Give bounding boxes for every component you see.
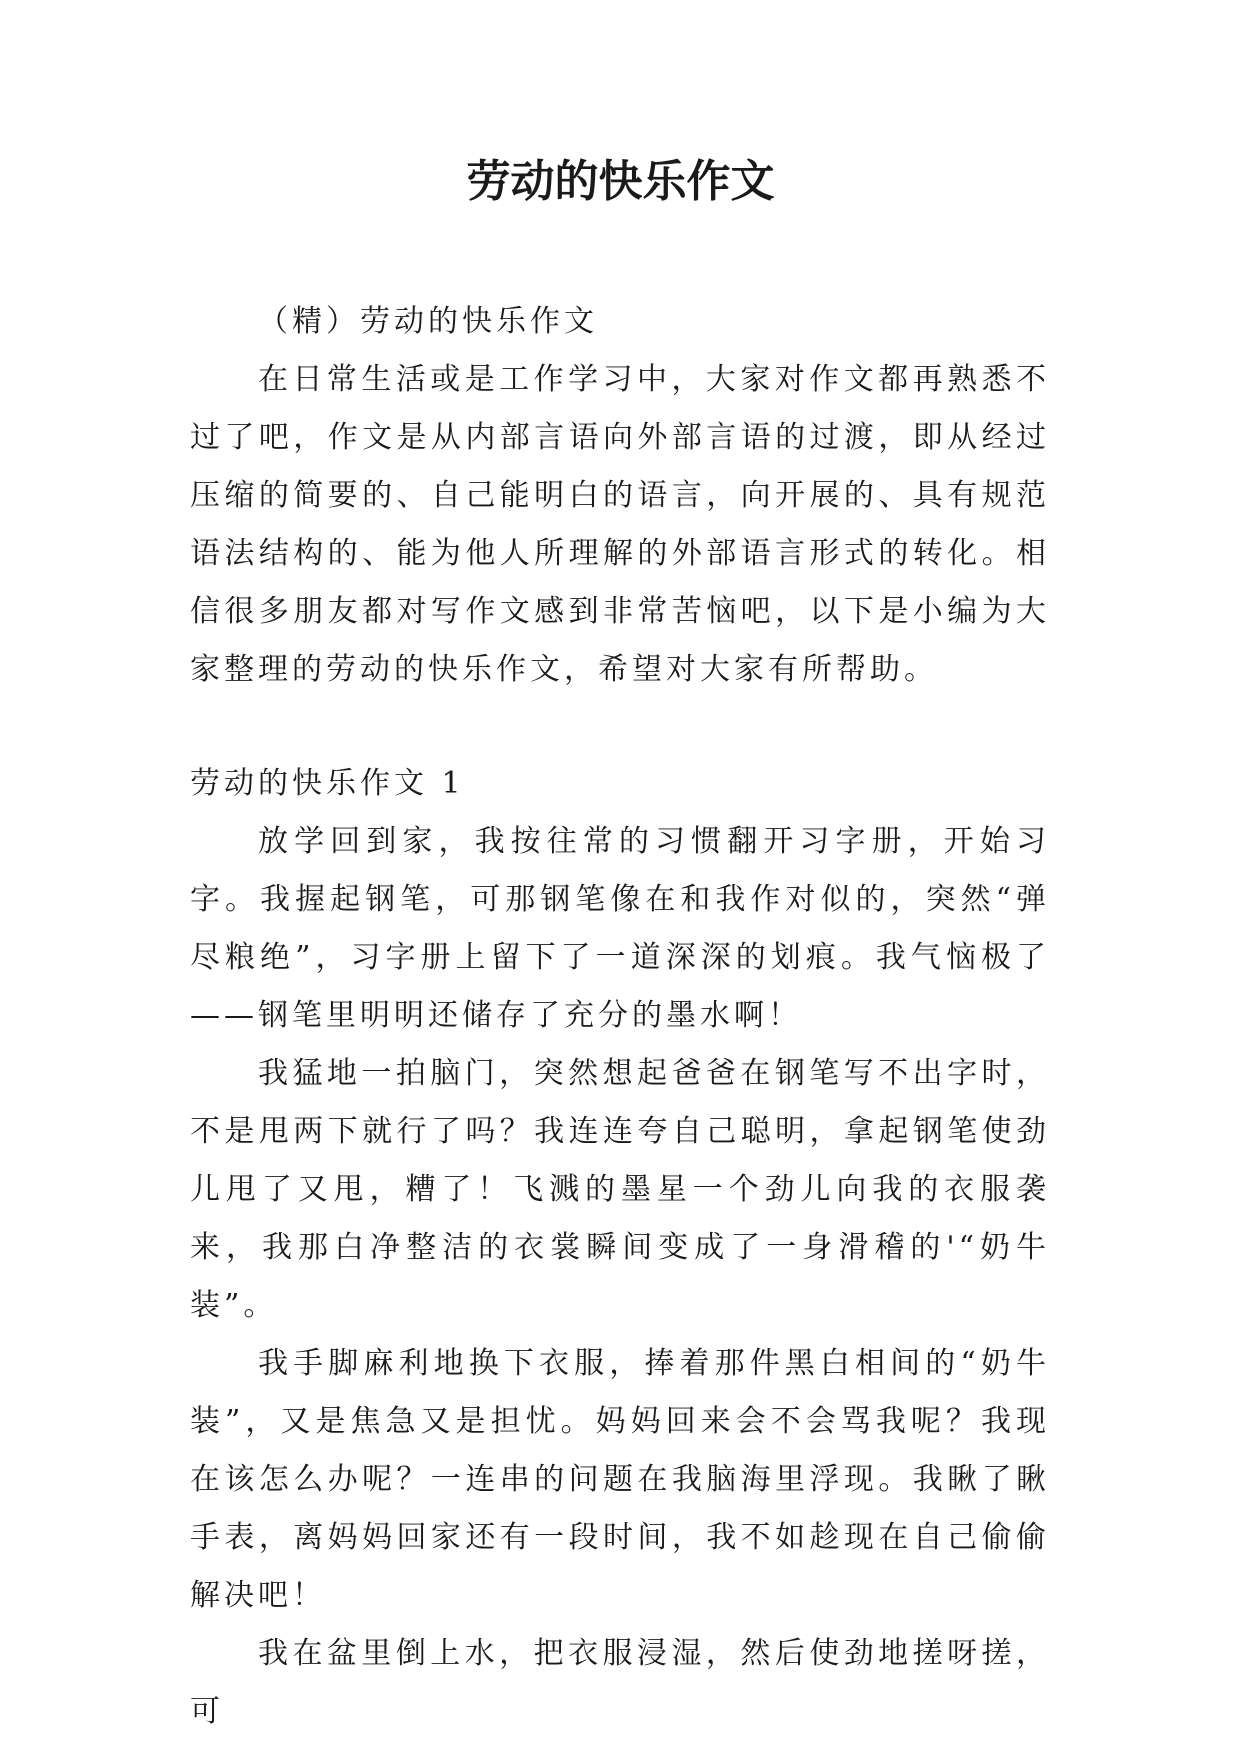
document-body [190,293,1050,1741]
document-title: 劳动的快乐作文 [466,156,775,207]
body-paragraph: 放学回到家，我按往常的习惯翻开习字册，开始习字。我握起钢笔，可那钢笔像在和我作对似的，突然“弹尽粮绝”，习字册上留下了一道深深的划痕。我气恼极了——钢笔里明明还储存了充分的墨水啊！ [190,824,1050,1033]
section-heading: 劳动的快乐作文 1 [190,766,465,801]
intro-paragraph: 在日常生活或是工作学习中，大家对作文都再熟悉不过了吧，作文是从内部言语向外部言语的过渡，即从经过压缩的简要的、自己能明白的语言，向开展的、具有规范语法结构的、能为他人所理解的外部语言形式的转化。相信很多朋友都对写作文感到非常苦恼吧，以下是小编为大家整理的劳动的快乐作文，希望对大家有所帮助。 [190,362,1050,687]
body-paragraph: 我在盆里倒上水，把衣服浸湿，然后使劲地搓呀搓，可 [190,1636,1050,1729]
body-paragraph: 我猛地一拍脑门，突然想起爸爸在钢笔写不出字时，不是甩两下就行了吗？我连连夸自己聪明，拿起钢笔使劲儿甩了又甩，糟了！飞溅的墨星一个劲儿向我的衣服袭来，我那白净整洁的衣裳瞬间变成了一身滑稽的'“奶牛装”。 [190,1056,1050,1323]
subtitle-paragraph: （精）劳动的快乐作文 [258,304,598,339]
body-paragraph: 我手脚麻利地换下衣服，捧着那件黑白相间的“奶牛装”，又是焦急又是担忧。妈妈回来会不会骂我呢？我现在该怎么办呢？一连串的问题在我脑海里浮现。我瞅了瞅手表，离妈妈回家还有一段时间，我不如趁现在自己偷偷解决吧！ [190,1346,1050,1613]
